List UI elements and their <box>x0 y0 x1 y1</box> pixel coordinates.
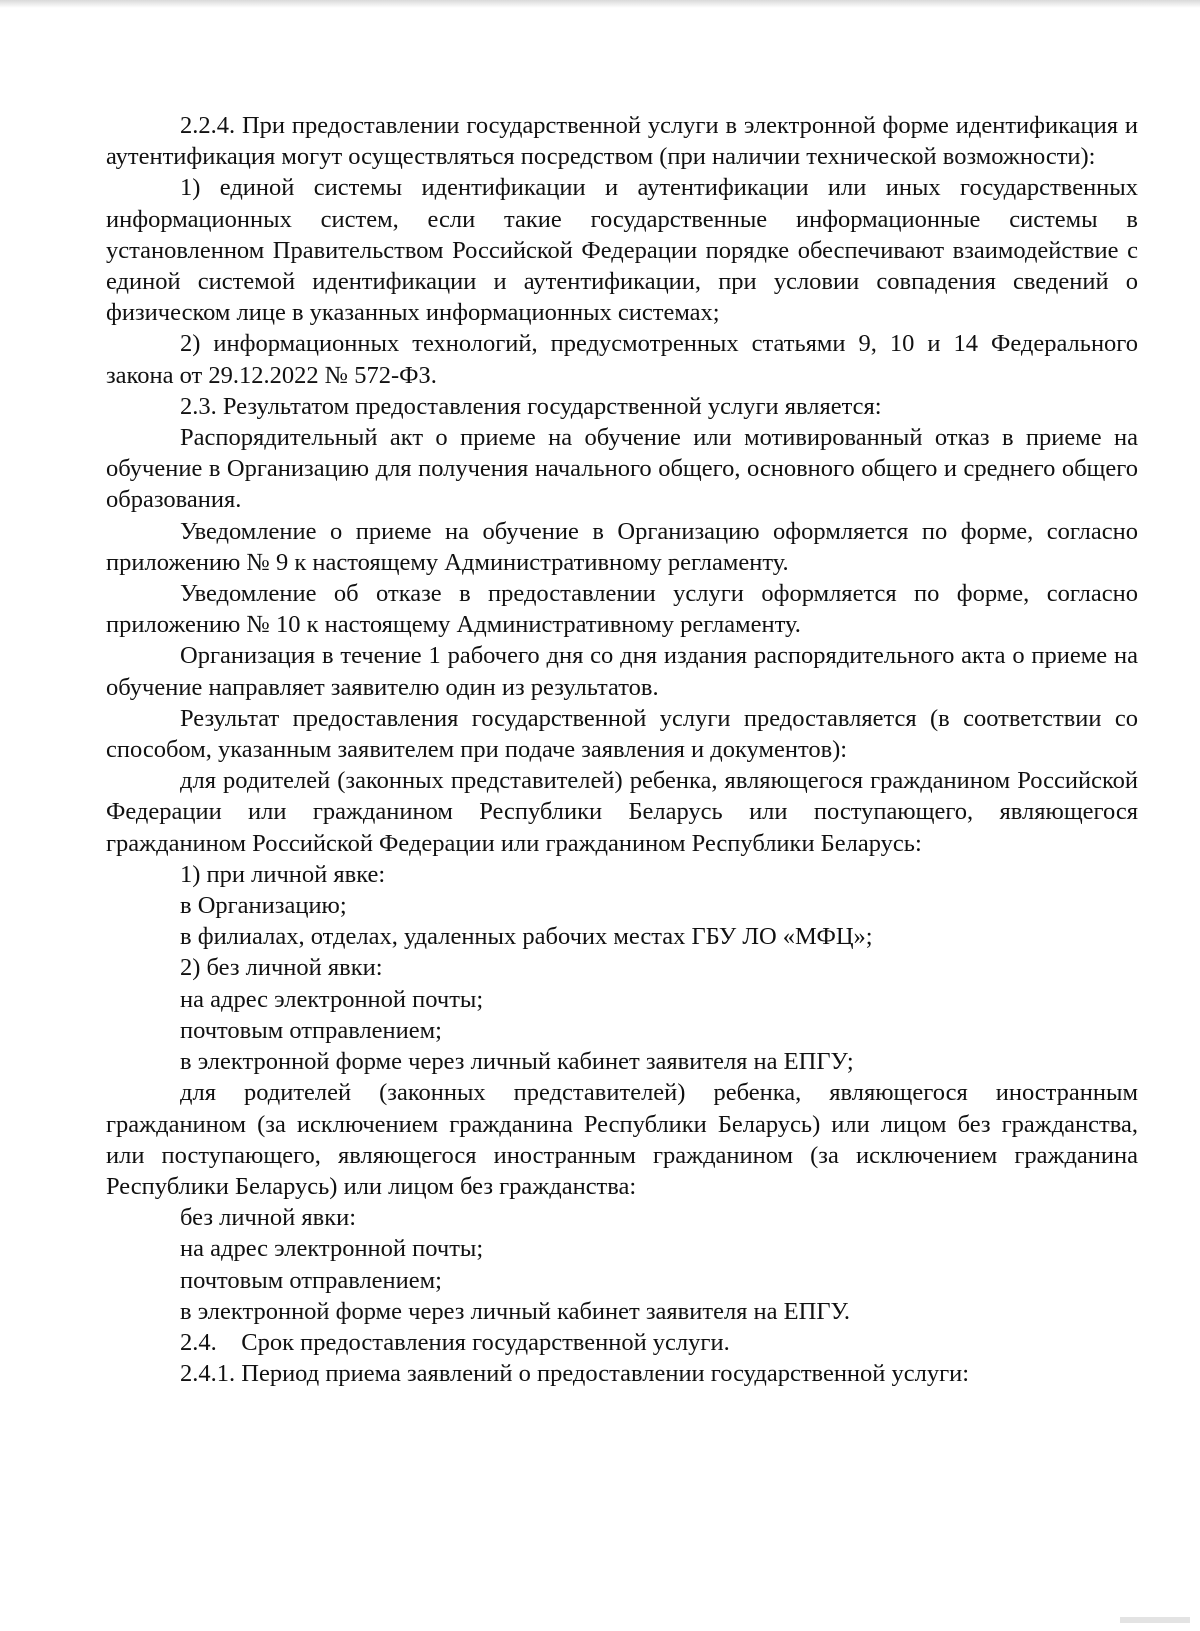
paragraph-result-act: Распорядительный акт о приеме на обучение или мотивированный отказ в приеме на обучение в Организацию для получения начального общего, основного общего и среднего общего образования. <box>106 424 1138 514</box>
list-item-in-person: 1) при личной явке: <box>180 860 386 888</box>
list-item-mfc: в филиалах, отделах, удаленных рабочих местах ГБУ ЛО «МФЦ»; <box>180 923 873 951</box>
paragraph-citizens: для родителей (законных представителей) ребенка, являющегося гражданином Российской Федерации или гражданином Республики Беларусь или поступающего, являющегося гражданином Российской Федерации или гражданином Республики Беларусь: <box>106 767 1138 857</box>
scan-edge <box>0 0 1200 8</box>
paragraph-2-4: 2.4. Срок предоставления государственной услуги. <box>180 1328 730 1356</box>
paragraph-notice-admission: Уведомление о приеме на обучение в Организацию оформляется по форме, согласно приложению № 9 к настоящему Административному регламенту. <box>106 517 1138 576</box>
paragraph-foreigners: для родителей (законных представителей) ребенка, являющегося иностранным гражданином (за исключением гражданина Республики Беларусь) или лицом без гражданства, или поступающего, являющегося иностранным гражданином (за исключением гражданина Республики Беларусь) или лицом без гражданства: <box>106 1079 1138 1200</box>
list-item-epgu-foreign: в электронной форме через личный кабинет заявителя на ЕПГУ. <box>180 1297 850 1325</box>
paragraph-item-2-it: 2) информационных технологий, предусмотренных статьями 9, 10 и 14 Федерального закона от 29.12.2022 № 572-ФЗ. <box>106 330 1138 389</box>
paragraph-organization-term: Организация в течение 1 рабочего дня со дня издания распорядительного акта о приеме на обучение направляет заявителю один из результатов. <box>106 642 1138 701</box>
list-item-epgu: в электронной форме через личный кабинет заявителя на ЕПГУ; <box>180 1048 854 1076</box>
list-item-email-foreign: на адрес электронной почты; <box>180 1235 484 1263</box>
paragraph-2-2-4: 2.2.4. При предоставлении государственной услуги в электронной форме идентификация и аутентификация могут осуществляться посредством (при наличии технической возможности): <box>106 112 1138 171</box>
list-item-post-foreign: почтовым отправлением; <box>180 1266 442 1294</box>
list-item-remote: 2) без личной явки: <box>180 954 383 982</box>
list-item-remote-foreign: без личной явки: <box>180 1204 357 1232</box>
paragraph-result-delivery: Результат предоставления государственной услуги предоставляется (в соответствии со способом, указанным заявителем при подаче заявления и документов): <box>106 704 1138 764</box>
paragraph-notice-refusal: Уведомление об отказе в предоставлении услуги оформляется по форме, согласно приложению № 10 к настоящему Административному регламенту. <box>106 580 1138 639</box>
list-item-post: почтовым отправлением; <box>180 1016 442 1044</box>
list-item-organization: в Организацию; <box>180 892 347 920</box>
list-item-email: на адрес электронной почты; <box>180 985 484 1013</box>
scan-corner-mark <box>1120 1617 1190 1623</box>
paragraph-2-4-1: 2.4.1. Период приема заявлений о предоставлении государственной услуги: <box>180 1360 970 1388</box>
paragraph-2-3: 2.3. Результатом предоставления государственной услуги является: <box>180 392 882 420</box>
paragraph-item-1-esia: 1) единой системы идентификации и аутентификации или иных государственных информационных систем, если такие государственные информационные системы в установленном Правительством Российской Федерации порядке обеспечивают взаимодействие с единой системой идентификации и аутентификации, при условии совпадения сведений о физическом лице в указанных информационных системах; <box>106 174 1138 327</box>
document-page <box>106 110 1138 1389</box>
